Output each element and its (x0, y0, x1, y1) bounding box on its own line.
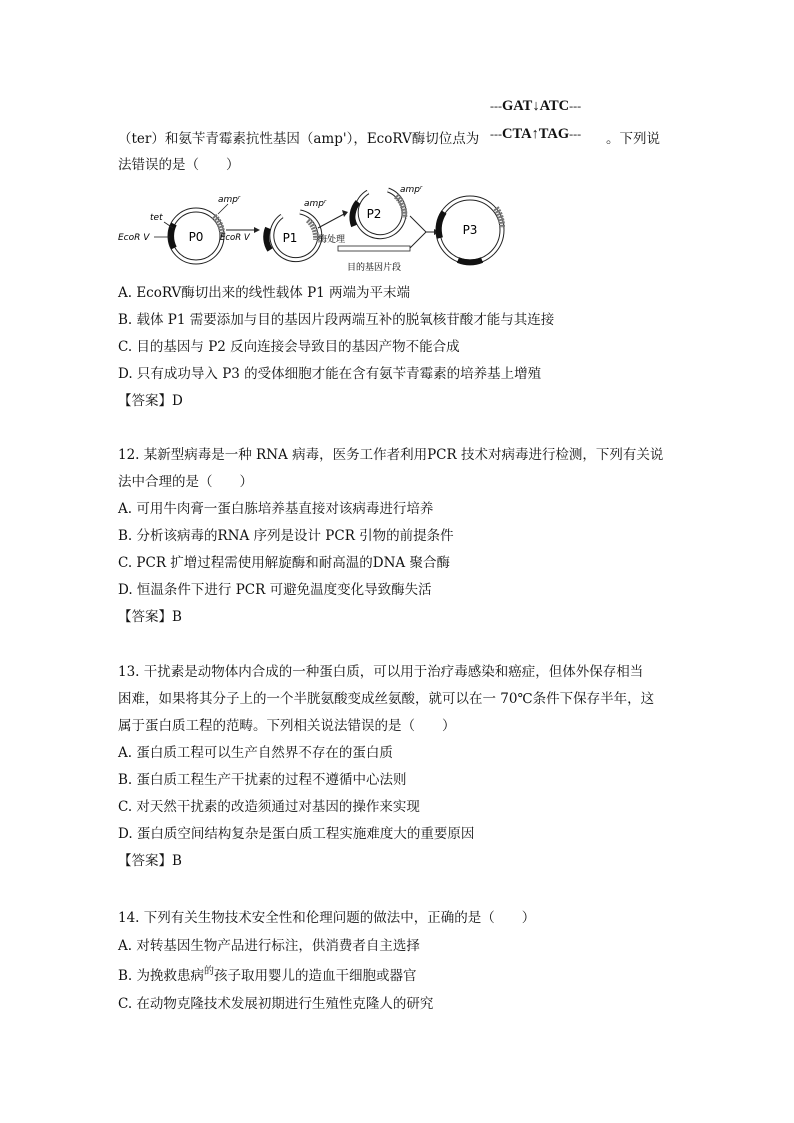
q12-option-b: B. 分析该病毒的RNA 序列是设计 PCR 引物的前提条件 (118, 528, 454, 544)
plasmid-p2 (352, 185, 423, 237)
q11-line1: （ter）和氨苄青霉素抗性基因（amp'），EcoRV酶切位点为 (118, 131, 480, 147)
restriction-site-top-strand: ---GAT↓ATC--- (490, 98, 582, 114)
q11-option-a: A. EcoRV酶切出来的线性载体 P1 两端为平末端 (118, 285, 411, 301)
q13-line3: 属于蛋白质工程的范畴。下列相关说法错误的是（ ） (118, 718, 456, 734)
enzyme-treatment-label: 酶处理 (318, 235, 346, 245)
plasmid-p3 (438, 198, 502, 262)
q13-option-c: C. 对天然干扰素的改造须通过对基因的操作来实现 (118, 799, 420, 815)
q13-line2: 困难，如果将其分子上的一个半胱氨酸变成丝氨酸，就可以在一 70℃条件下保存半年，这 (118, 691, 655, 707)
tet-label: tet (150, 213, 163, 223)
amp-label-p2: ampʳ (400, 185, 423, 195)
q12-option-c: C. PCR 扩增过程需使用解旋酶和耐高温的DNA 聚合酶 (118, 555, 450, 571)
q12-line2: 法中合理的是（ ） (118, 474, 253, 490)
q11-option-d: D. 只有成功导入 P3 的受体细胞才能在含有氨苄青霉素的培养基上增殖 (118, 366, 542, 382)
q11-line1-tail: 。下列说 (606, 131, 660, 147)
q12-answer: 【答案】B (118, 609, 182, 625)
p0-label: P0 (188, 230, 204, 244)
q13-line1: 13. 干扰素是动物体内合成的一种蛋白质，可以用于治疗毒感染和癌症，但体外保存相当 (118, 664, 644, 680)
plasmid-p0 (118, 195, 241, 262)
p2-label: P2 (366, 207, 382, 221)
arrow-to-p3 (410, 216, 440, 248)
fragment-label: 目的基因片段 (346, 263, 402, 273)
ecorv-label-arrow: EcoR V (220, 233, 250, 243)
q11-option-b: B. 载体 P1 需要添加与目的基因片段两端互补的脱氧核苷酸才能与其连接 (118, 312, 555, 328)
q13-option-d: D. 蛋白质空间结构复杂是蛋白质工程实施难度大的重要原因 (118, 826, 475, 842)
target-gene-fragment (338, 246, 410, 273)
amp-label-p0: ampʳ (218, 195, 241, 205)
restriction-site-bottom-strand: ---CTA↑TAG--- (490, 126, 582, 142)
ecorv-label-left: EcoR V (118, 233, 150, 243)
q13-answer: 【答案】B (118, 853, 182, 869)
q14-option-c: C. 在动物克隆技术发展初期进行生殖性克隆人的研究 (118, 996, 434, 1012)
q13-option-a: A. 蛋白质工程可以生产自然界不存在的蛋白质 (118, 745, 393, 761)
p1-label: P1 (282, 231, 298, 245)
plasmid-p1 (266, 199, 327, 260)
q13-option-b: B. 蛋白质工程生产干扰素的过程不遵循中心法则 (118, 772, 407, 788)
p3-label: P3 (462, 223, 478, 237)
q12-option-a: A. 可用牛肉膏一蛋白胨培养基直接对该病毒进行培养 (118, 501, 434, 517)
q11-answer: 【答案】D (118, 393, 183, 409)
q11-line2: 法错误的是（ ） (118, 157, 240, 173)
arrow-p0-p1 (220, 227, 260, 243)
q12-option-d: D. 恒温条件下进行 PCR 可避免温度变化导致酶失活 (118, 582, 432, 598)
q14-option-b: B. 为挽救患病$^的$孩子取用婴儿的造血干细胞或器官 (118, 966, 417, 984)
plasmid-diagram (118, 180, 528, 276)
arrow-p1-p2 (318, 210, 348, 245)
q12-line1: 12. 某新型病毒是一种 RNA 病毒，医务工作者利用PCR 技术对病毒进行检测，下列有关说 (118, 447, 664, 463)
amp-label-p1: ampʳ (304, 199, 327, 209)
q14-line1: 14. 下列有关生物技术安全性和伦理问题的做法中，正确的是（ ） (118, 910, 536, 926)
q11-option-c: C. 目的基因与 P2 反向连接会导致目的基因产物不能合成 (118, 339, 460, 355)
q14-option-a: A. 对转基因生物产品进行标注，供消费者自主选择 (118, 938, 420, 954)
